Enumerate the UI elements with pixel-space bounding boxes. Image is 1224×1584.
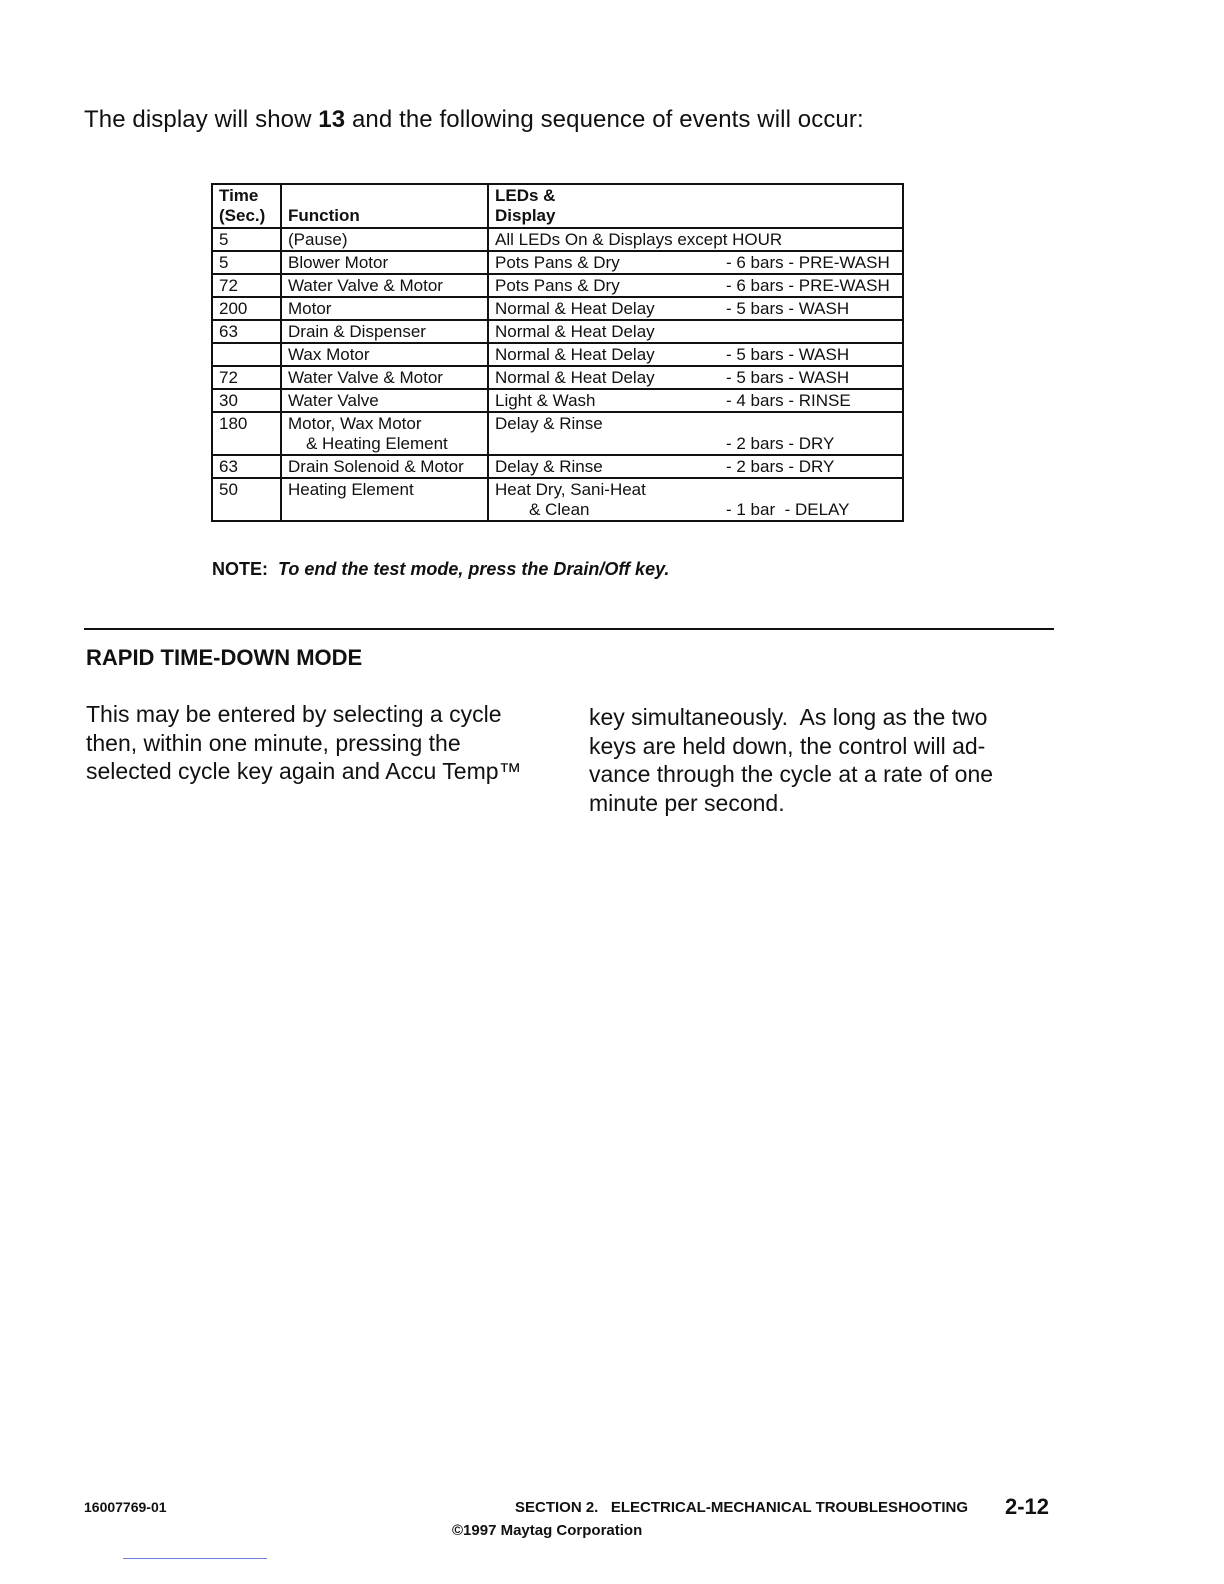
header-leds-line2: Display (495, 206, 556, 225)
cell-led (488, 412, 903, 455)
cell-led-text: Normal & Heat Delay (495, 368, 655, 387)
table-row (212, 343, 903, 366)
body-line: then, within one minute, pressing the (86, 729, 461, 756)
cell-led-text: Normal & Heat Delay (495, 299, 655, 318)
footer-section: SECTION 2. ELECTRICAL-MECHANICAL TROUBLESHOOTING (515, 1499, 969, 1516)
table-row (212, 320, 903, 343)
cell-led-line2: & Clean (529, 500, 590, 519)
body-line: key simultaneously. As long as the two (589, 704, 988, 730)
header-time-line1: Time (219, 186, 259, 205)
table-row (212, 228, 903, 251)
footer-copyright: ©1997 Maytag Corporation (452, 1522, 643, 1539)
table-row (212, 455, 903, 478)
footer-page-number: 2-12 (1005, 1494, 1050, 1519)
note-label: NOTE: (212, 559, 268, 579)
cell-bars: - 4 bars - RINSE (726, 391, 851, 410)
cell-time: 5 (212, 251, 281, 274)
body-line: This may be entered by selecting a cycle (86, 701, 502, 727)
cell-bars: - 2 bars - DRY (726, 434, 835, 453)
cell-function (281, 412, 488, 455)
cell-led (488, 366, 903, 389)
cell-time: 5 (212, 228, 281, 251)
table-row (212, 297, 903, 320)
cell-function-line2: & Heating Element (306, 434, 448, 453)
table-row (212, 478, 903, 521)
note (212, 559, 669, 580)
cell-bars: - 5 bars - WASH (726, 299, 850, 318)
body-left-column (86, 700, 556, 786)
footer-doc-number: 16007769-01 (84, 1499, 167, 1515)
cell-led-text: Normal & Heat Delay (495, 345, 655, 364)
cell-led-line1: Heat Dry, Sani-Heat (495, 480, 646, 499)
cell-bars: - 1 bar - DELAY (726, 500, 850, 519)
header-leds-line1: LEDs & (495, 186, 556, 205)
cell-bars: - 6 bars - PRE-WASH (726, 253, 890, 272)
cell-time: 30 (212, 389, 281, 412)
cell-function: Drain & Dispenser (281, 320, 488, 343)
cell-led (488, 455, 903, 478)
cell-function-line1: Motor, Wax Motor (288, 414, 422, 433)
cell-led-text: Pots Pans & Dry (495, 253, 620, 272)
cell-function: Motor (281, 297, 488, 320)
cell-function: Blower Motor (281, 251, 488, 274)
header-leds (488, 184, 903, 228)
intro-sentence (84, 106, 864, 134)
intro-after: and the following sequence of events will occur: (345, 106, 864, 133)
cell-led: Normal & Heat Delay (488, 320, 903, 343)
cell-bars: - 2 bars - DRY (726, 457, 835, 476)
event-sequence-table (211, 183, 904, 522)
table-header-row (212, 184, 903, 228)
cell-led (488, 297, 903, 320)
cell-led (488, 343, 903, 366)
cell-function: Wax Motor (281, 343, 488, 366)
cell-time: 50 (212, 478, 281, 521)
header-time-line2: (Sec.) (219, 206, 266, 225)
header-time (212, 184, 281, 228)
cell-time (212, 343, 281, 366)
cell-bars: - 6 bars - PRE-WASH (726, 276, 890, 295)
header-function: Function (281, 184, 488, 228)
footer-rule (123, 1558, 267, 1559)
section-divider (84, 628, 1054, 630)
cell-led (488, 274, 903, 297)
intro-before: The display will show (84, 106, 319, 133)
cell-time: 72 (212, 274, 281, 297)
cell-time: 63 (212, 320, 281, 343)
table-row (212, 274, 903, 297)
note-text: To end the test mode, press the Drain/Off key. (278, 559, 670, 579)
cell-function: Water Valve & Motor (281, 274, 488, 297)
table-row (212, 251, 903, 274)
cell-led (488, 389, 903, 412)
cell-led (488, 251, 903, 274)
cell-time: 63 (212, 455, 281, 478)
body-line: minute per second. (589, 789, 785, 816)
cell-led-line1: Delay & Rinse (495, 414, 603, 433)
cell-function: Drain Solenoid & Motor (281, 455, 488, 478)
cell-time: 72 (212, 366, 281, 389)
cell-time: 180 (212, 412, 281, 455)
cell-function: Water Valve & Motor (281, 366, 488, 389)
cell-function: Heating Element (281, 478, 488, 521)
cell-bars: - 5 bars - WASH (726, 345, 850, 364)
cell-led (488, 478, 903, 521)
table-row (212, 412, 903, 455)
cell-led: All LEDs On & Displays except HOUR (488, 228, 903, 251)
cell-led-text: Pots Pans & Dry (495, 276, 620, 295)
cell-led-text: Delay & Rinse (495, 457, 603, 476)
body-line: keys are held down, the control will ad- (589, 732, 986, 759)
body-line: selected cycle key again and Accu Temp™ (86, 758, 522, 784)
cell-function: (Pause) (281, 228, 488, 251)
cell-function: Water Valve (281, 389, 488, 412)
table-row (212, 366, 903, 389)
body-right-column (589, 703, 1029, 817)
table-row (212, 389, 903, 412)
intro-number: 13 (318, 106, 346, 133)
body-line: vance through the cycle at a rate of one (589, 761, 994, 787)
cell-bars: - 5 bars - WASH (726, 368, 850, 387)
section-heading: RAPID TIME-DOWN MODE (86, 645, 363, 670)
cell-led-text: Light & Wash (495, 391, 596, 410)
cell-time: 200 (212, 297, 281, 320)
